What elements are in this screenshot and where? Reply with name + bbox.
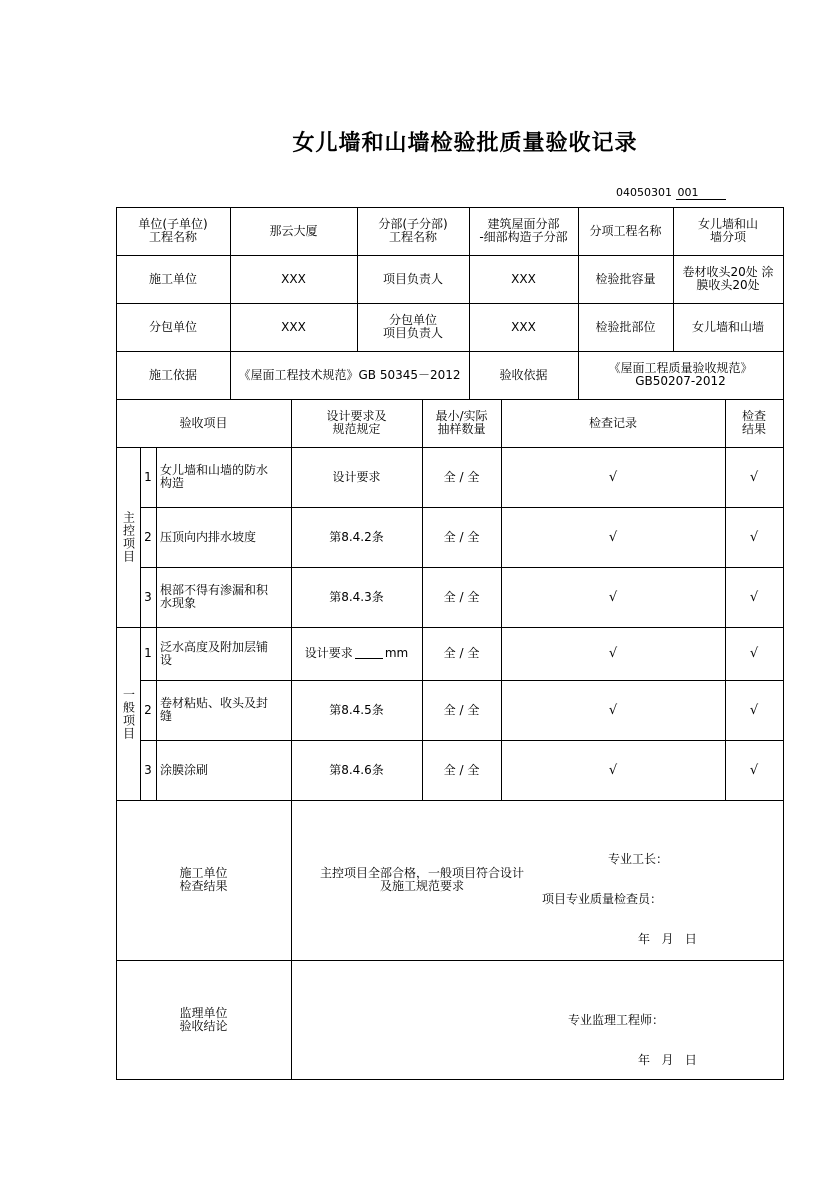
item-no: 1: [144, 469, 152, 484]
code-number: 001: [676, 186, 726, 200]
item-name: 卷材粘贴、收头及封 缝: [160, 696, 269, 723]
acceptance-table: [116, 207, 784, 1080]
item-design: 第8.4.5条: [329, 702, 384, 717]
foreman-label: 专业工长：: [608, 851, 669, 866]
item-sample: 全 / 全: [443, 762, 480, 777]
inspector-label: 项目专业质量检查员：: [542, 891, 663, 906]
engineer-label: 专业监理工程师：: [568, 1012, 665, 1027]
item-no: 3: [144, 762, 152, 777]
item-name: 女儿墙和山墙的防水 构造: [160, 463, 269, 490]
supervision-date: 年 月 日: [638, 1052, 697, 1067]
item-sample: 全 / 全: [443, 646, 480, 660]
item-name: 涂膜涂刷: [160, 762, 209, 777]
item-record: √: [608, 469, 618, 485]
item-name: 根部不得有渗漏和积 水现象: [160, 583, 269, 610]
pm-label: 项目负责人: [382, 271, 443, 286]
item-result: √: [749, 762, 759, 778]
col-record: 检查记录: [588, 415, 637, 430]
item-sample: 全 / 全: [443, 702, 480, 717]
item-result: √: [749, 529, 759, 545]
capacity-value: 卷材收头20处 涂 膜收头20处: [682, 265, 774, 292]
col-item: 验收项目: [179, 415, 228, 430]
item-design: 第8.4.3条: [329, 589, 384, 604]
sub-value: XXX: [281, 319, 306, 334]
unit-label: 单位(子单位) 工程名称: [138, 217, 208, 244]
col-result: 检查 结果: [741, 409, 766, 436]
item-no: 3: [144, 589, 152, 604]
inspection-conclusion: 主控项目全部合格，一般项目符合设计 及施工规范要求: [319, 866, 524, 893]
basis-label: 施工依据: [148, 367, 197, 382]
contractor-value: XXX: [281, 271, 306, 286]
main-group-label: 主控项目: [121, 511, 136, 563]
part-value: 女儿墙和山墙: [691, 319, 764, 334]
contractor-label: 施工单位: [148, 271, 197, 286]
sub-pm-value: XXX: [511, 319, 536, 334]
item-no: 2: [144, 529, 152, 544]
supervision-label: 监理单位 验收结论: [179, 1005, 228, 1033]
inspection-label: 施工单位 检查结果: [179, 866, 228, 893]
record-code: [616, 186, 726, 200]
item-sample: 全 / 全: [443, 589, 480, 604]
item-design: 设计要求: [332, 469, 381, 484]
sub-pm-label: 分包单位 项目负责人: [382, 313, 443, 340]
item-result: √: [749, 589, 759, 605]
basis-value: 《屋面工程技术规范》GB 50345－2012: [238, 367, 461, 382]
col-design: 设计要求及 规范规定: [326, 409, 387, 436]
general-group-label: 一般项目: [121, 687, 136, 740]
sub-label: 分包单位: [148, 319, 197, 334]
accept-basis-value: 《屋面工程质量验收规范》 GB50207-2012: [608, 361, 753, 388]
item-record: √: [608, 589, 618, 605]
item-no: 1: [144, 646, 152, 660]
pm-value: XXX: [511, 271, 536, 286]
item-design: [291, 627, 422, 680]
design-blank: [355, 648, 383, 659]
col-sample: 最小/实际 抽样数量: [435, 409, 488, 436]
item-record: √: [608, 529, 618, 545]
design-prefix: 设计要求: [304, 646, 353, 660]
code-prefix: 04050301: [616, 186, 672, 199]
item-no: 2: [144, 702, 152, 717]
item-sample: 全 / 全: [443, 469, 480, 484]
part-label: 检验批部位: [595, 319, 656, 334]
subitem-label: 分项工程名称: [589, 223, 662, 238]
item-result: √: [749, 469, 759, 485]
item-design: 第8.4.6条: [329, 762, 384, 777]
item-name: 压顶向内排水坡度: [160, 529, 257, 544]
item-design: 第8.4.2条: [329, 529, 384, 544]
item-sample: 全 / 全: [443, 529, 480, 544]
subitem-value: 女儿墙和山 墙分项: [697, 217, 758, 244]
item-result: √: [749, 646, 759, 661]
accept-basis-label: 验收依据: [499, 367, 548, 382]
item-record: √: [608, 762, 618, 778]
capacity-label: 检验批容量: [595, 271, 656, 286]
inspection-date: 年 月 日: [638, 931, 697, 946]
division-value: 建筑屋面分部 -细部构造子分部: [479, 217, 568, 244]
design-unit: mm: [384, 646, 409, 660]
item-name: 泛水高度及附加层铺 设: [160, 639, 269, 667]
unit-value: 那云大厦: [269, 223, 318, 238]
item-result: √: [749, 702, 759, 718]
item-record: √: [608, 646, 618, 661]
division-label: 分部(子分部) 工程名称: [378, 217, 448, 244]
item-record: √: [608, 702, 618, 718]
page-title: 女儿墙和山墙检验批质量验收记录: [292, 130, 638, 156]
